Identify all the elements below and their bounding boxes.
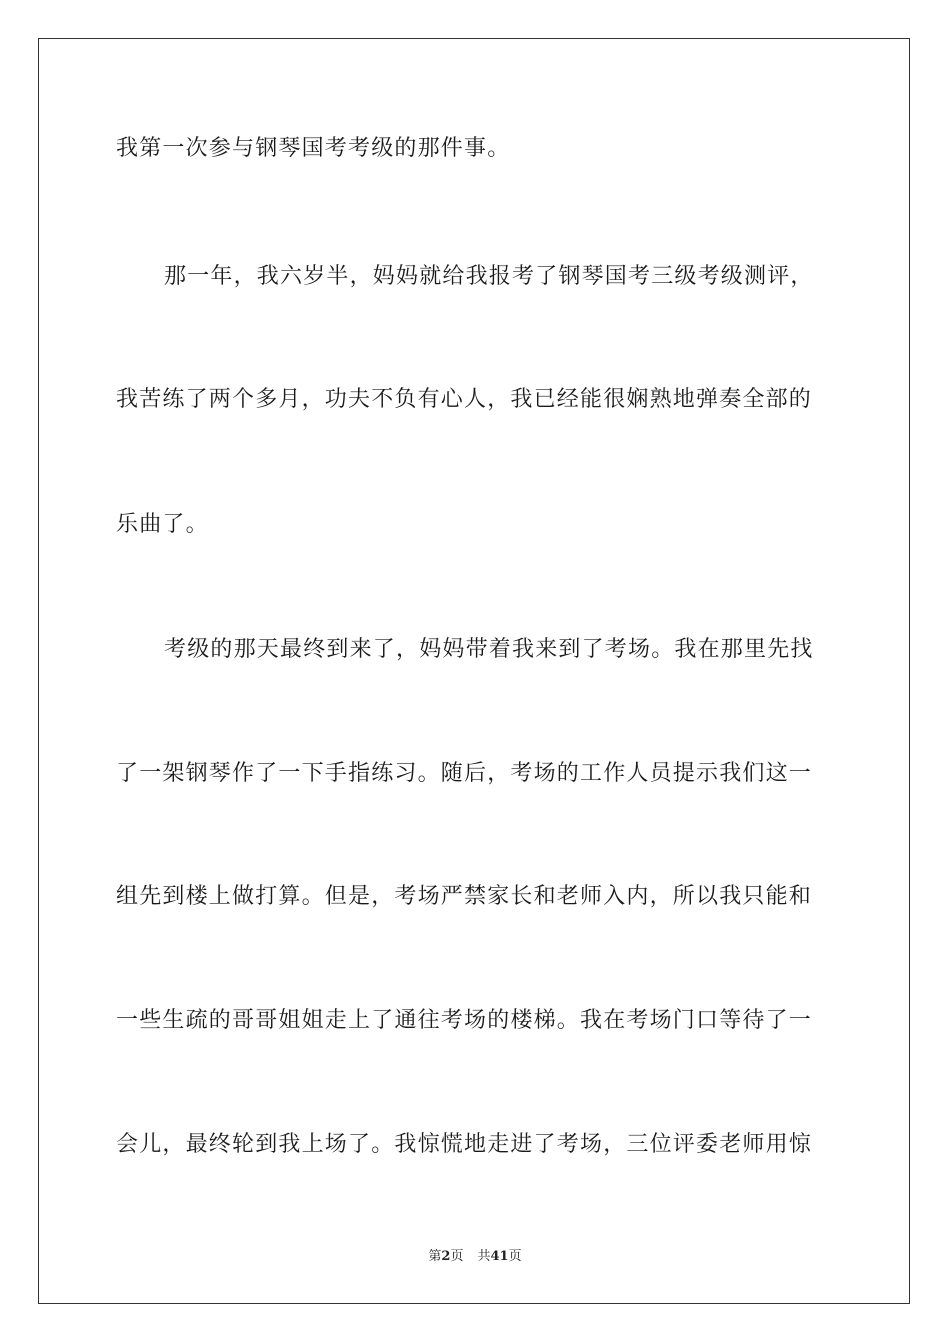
page-number: 2 [441,1249,451,1264]
total-pages: 41 [490,1249,509,1264]
text-line-8: 一些生疏的哥哥姐姐走上了通往考场的楼梯。我在考场门口等待了一 [116,1008,813,1033]
text-line-7: 组先到楼上做打算。但是，考场严禁家长和老师入内，所以我只能和 [116,884,813,909]
page-prefix: 第 [428,1249,442,1264]
text-line-4: 乐曲了。 [116,512,209,537]
text-line-9: 会儿，最终轮到我上场了。我惊慌地走进了考场，三位评委老师用惊 [116,1132,813,1157]
page-suffix: 页 [450,1249,464,1264]
text-line-6: 了一架钢琴作了一下手指练习。随后，考场的工作人员提示我们这一 [116,761,813,786]
page-border [38,38,910,1304]
text-line-3: 我苦练了两个多月，功夫不负有心人，我已经能很娴熟地弹奏全部的 [116,387,813,412]
text-line-2: 那一年，我六岁半，妈妈就给我报考了钢琴国考三级考级测评， [164,264,814,289]
text-line-1: 我第一次参与钢琴国考考级的那件事。 [116,136,511,161]
total-suffix: 页 [508,1249,522,1264]
text-line-5: 考级的那天最终到来了，妈妈带着我来到了考场。我在那里先找 [164,637,814,662]
total-prefix: 共 [477,1249,491,1264]
page-footer [0,1248,950,1266]
